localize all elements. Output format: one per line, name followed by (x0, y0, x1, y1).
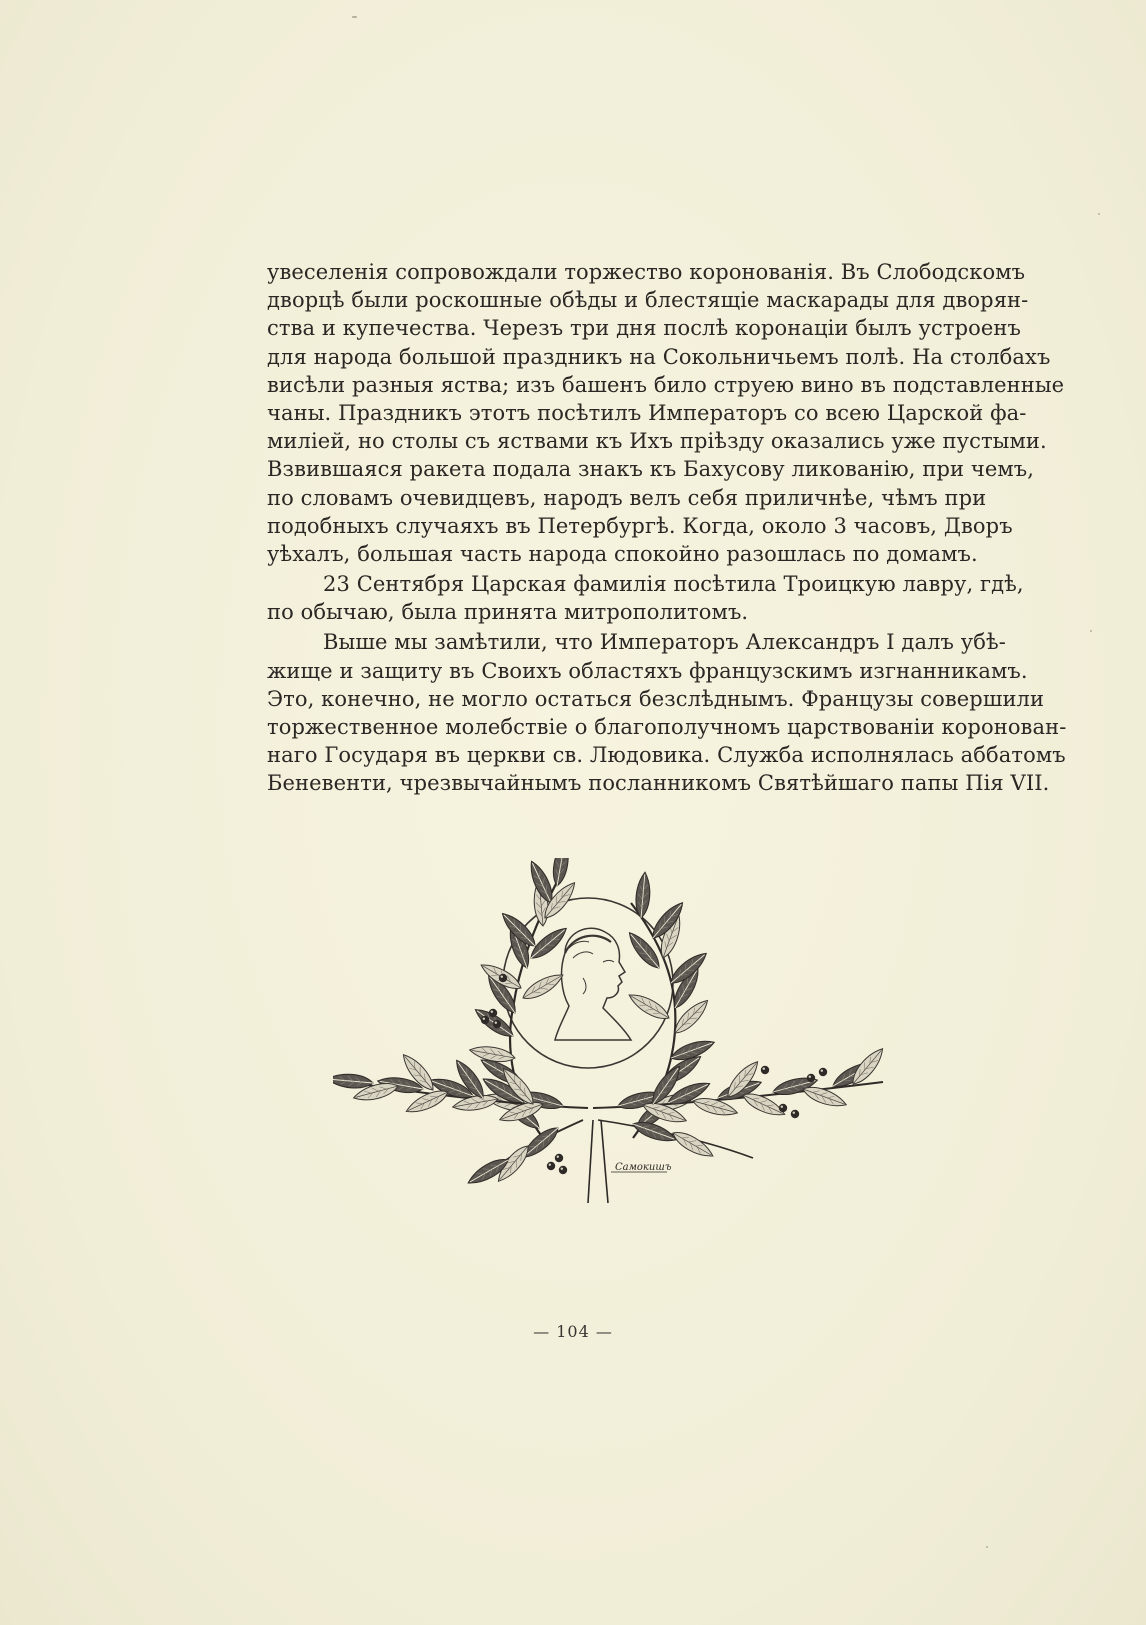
text-line: миліей, но столы съ яствами къ Ихъ пріѣзду оказались уже пустыми. (267, 429, 1047, 454)
text-line: торжественное молебствіе о благополучномъ царствованіи коронован- (267, 715, 1067, 739)
text-line: висѣли разныя яства; изъ башенъ било струею вино въ подставленные (267, 372, 1065, 397)
text-line: подобныхъ случаяхъ въ Петербургѣ. Когда, около 3 часовъ, Дворъ (267, 513, 1013, 538)
text-line: Это, конечно, не могло остаться безслѣднымъ. Французы совершили (267, 686, 1045, 711)
horizontal-laurel-right (593, 1044, 888, 1161)
page-number: — 104 — (533, 1322, 613, 1341)
text-line: увеселенія сопровождали торжество коронованія. Въ Слободскомъ (267, 260, 1026, 284)
artist-signature: Самокишъ (615, 1162, 672, 1173)
text-line: по обычаю, была принята митрополитомъ. (267, 600, 749, 625)
text-line: 23 Сентября Царская фамилія посѣтила Троицкую лавру, гдѣ, (323, 572, 1024, 597)
text-line: жище и защиту въ Своихъ областяхъ французскимъ изгнанникамъ. (267, 658, 1028, 683)
text-line: Взвившаяся ракета подала знакъ къ Бахусову ликованію, при чемъ, (267, 457, 1035, 482)
laurel-wreath-portrait-illustration (333, 858, 913, 1238)
text-line: уѣхалъ, большая часть народа спокойно разошлась по домамъ. (267, 541, 978, 566)
text-line: Беневенти, чрезвычайнымъ посланникомъ Святѣйшаго папы Пія VII. (267, 771, 1050, 796)
paper-speck (986, 1546, 988, 1548)
portrait-profile (555, 928, 631, 1040)
paragraph-1 (267, 258, 1065, 568)
paragraph-3 (267, 628, 1067, 797)
text-line: для народа большой праздникъ на Сокольничьемъ полѣ. На столбахъ (267, 344, 1051, 369)
text-line: по словамъ очевидцевъ, народъ велъ себя приличнѣе, чѣмъ при (267, 485, 987, 510)
text-line: Выше мы замѣтили, что Императоръ Александръ I далъ убѣ- (323, 630, 1006, 655)
paper-speck (1090, 630, 1092, 632)
paper-speck (352, 16, 357, 18)
body-text (267, 258, 1067, 798)
paper-speck (1098, 213, 1100, 215)
horizontal-laurel-left (333, 1050, 588, 1188)
text-line: чаны. Праздникъ этотъ посѣтилъ Императоръ со всею Царской фа- (267, 400, 1027, 425)
text-line: дворцѣ были роскошные обѣды и блестящіе маскарады для дворян- (267, 288, 1029, 313)
text-line: наго Государя въ церкви св. Людовика. Служба исполнялась аббатомъ (267, 743, 1066, 768)
text-line: ства и купечества. Черезъ три дня послѣ коронаціи былъ устроенъ (267, 316, 1021, 341)
paragraph-2 (267, 570, 1024, 626)
